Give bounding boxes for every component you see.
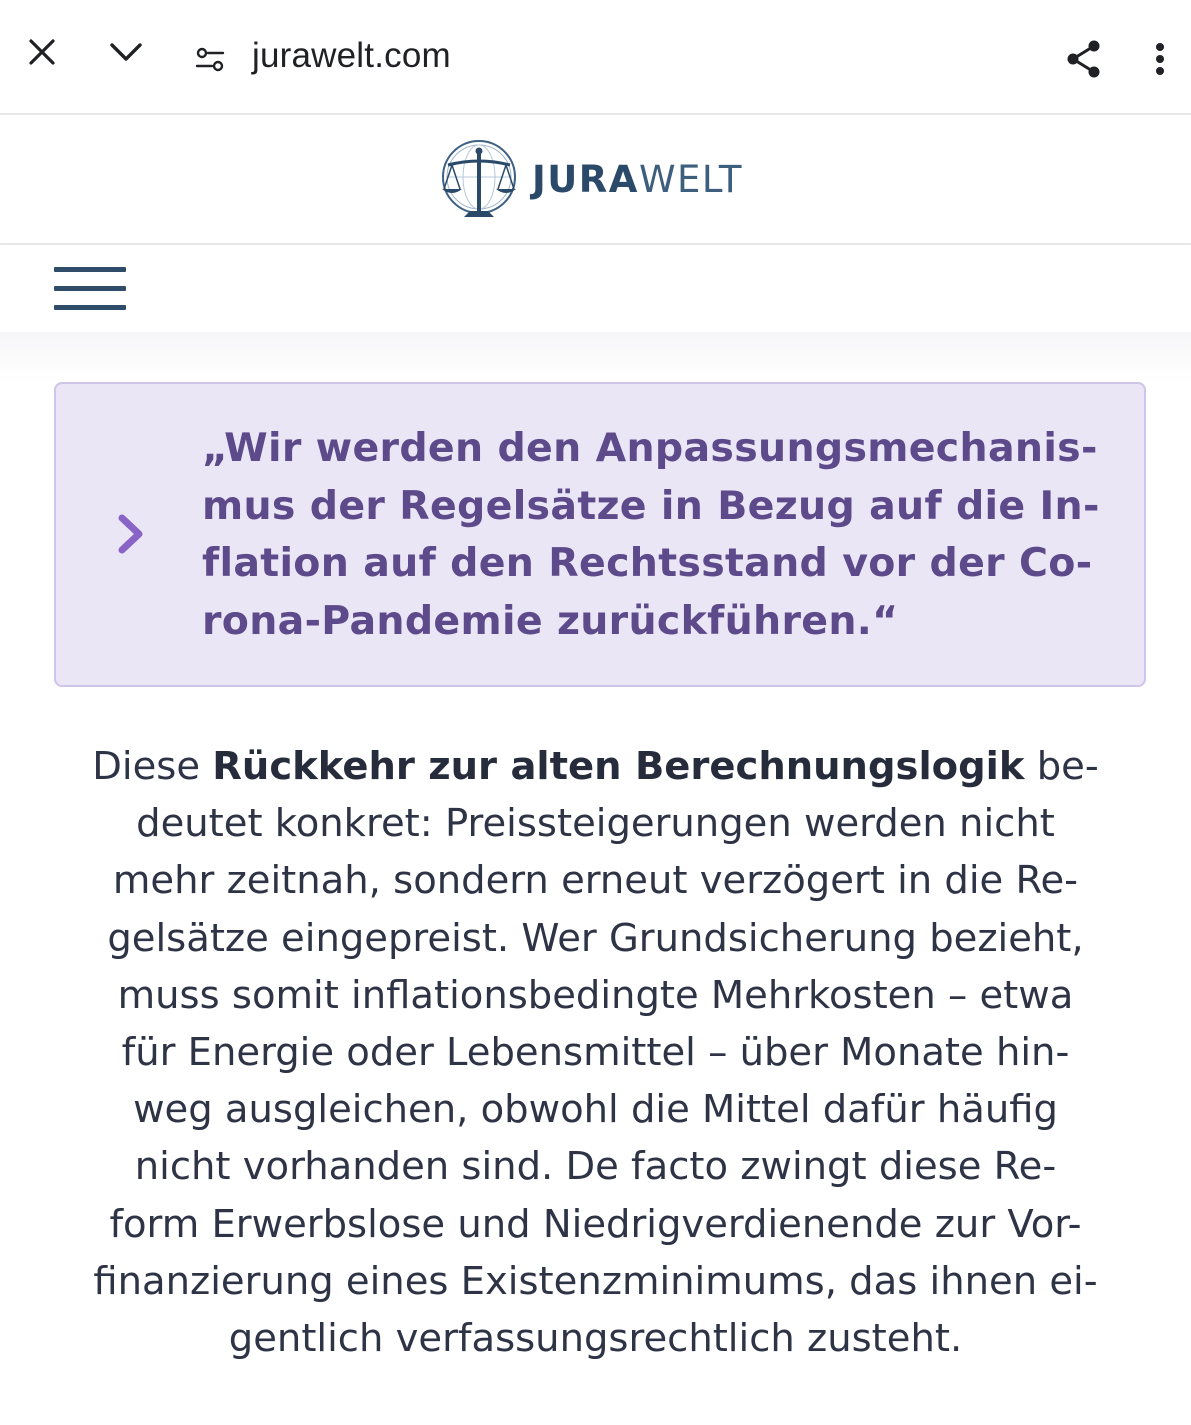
article-line: gelsätze eingepreist. Wer Grundsicherung bezieht,: [107, 915, 1084, 961]
more-vert-icon[interactable]: [1142, 38, 1178, 80]
site-settings-icon[interactable]: [190, 42, 230, 78]
article-line: mehr zeitnah, sondern erneut verzögert in die Re-: [112, 858, 1079, 904]
article-line: form Erwerbslose und Niedrigverdienende zur Vor-: [109, 1201, 1082, 1247]
article-text: Diese: [92, 744, 213, 789]
article-text: be-: [1024, 744, 1099, 789]
share-icon[interactable]: [1062, 36, 1106, 82]
quote-text: [202, 420, 1102, 650]
article-line: gentlich verfassungsrechtlich zusteht.: [228, 1316, 963, 1362]
quote-box: [54, 382, 1146, 687]
site-logo[interactable]: [438, 135, 743, 223]
nav-bar: [0, 245, 1191, 332]
article-line: deutet konkret: Preissteigerungen werden nicht: [136, 801, 1055, 847]
quote-line: „Wir werden den Anpassungsmechanis-: [202, 425, 1098, 471]
logo-text-light: WELT: [638, 157, 744, 201]
quote-line: mus der Regelsätze in Bezug auf die In-: [202, 482, 1100, 529]
article-line: muss somit inflationsbedingte Mehrkosten – etwa: [117, 972, 1074, 1018]
close-icon[interactable]: [22, 32, 62, 72]
site-header: [0, 115, 1191, 245]
chevron-right-icon: [114, 512, 148, 556]
hamburger-menu-icon[interactable]: [54, 267, 126, 313]
logo-wordmark: [532, 158, 743, 201]
article-line: [40, 738, 1151, 795]
logo-text-bold: JURA: [532, 157, 639, 201]
quote-line: flation auf den Rechtsstand vor der Co-: [202, 540, 1093, 586]
url-field[interactable]: jurawelt.com: [252, 36, 451, 75]
article-line: finanzierung eines Existenzminimums, das ihnen ei-: [93, 1258, 1098, 1304]
article-line: weg ausgleichen, obwohl die Mittel dafür häufig: [133, 1087, 1058, 1133]
chevron-down-icon[interactable]: [104, 32, 148, 72]
scales-globe-logo: [438, 135, 520, 223]
quote-line: rona-Pandemie zurückführen.“: [202, 597, 899, 644]
browser-toolbar: [0, 0, 1191, 115]
article-line: nicht vorhanden sind. De facto zwingt diese Re-: [134, 1144, 1057, 1190]
article-paragraph: [40, 738, 1151, 1367]
article-line: für Energie oder Lebensmittel – über Monate hin-: [121, 1030, 1070, 1076]
article-bold-text: Rückkehr zur alten Berechnungslogik: [212, 744, 1025, 789]
